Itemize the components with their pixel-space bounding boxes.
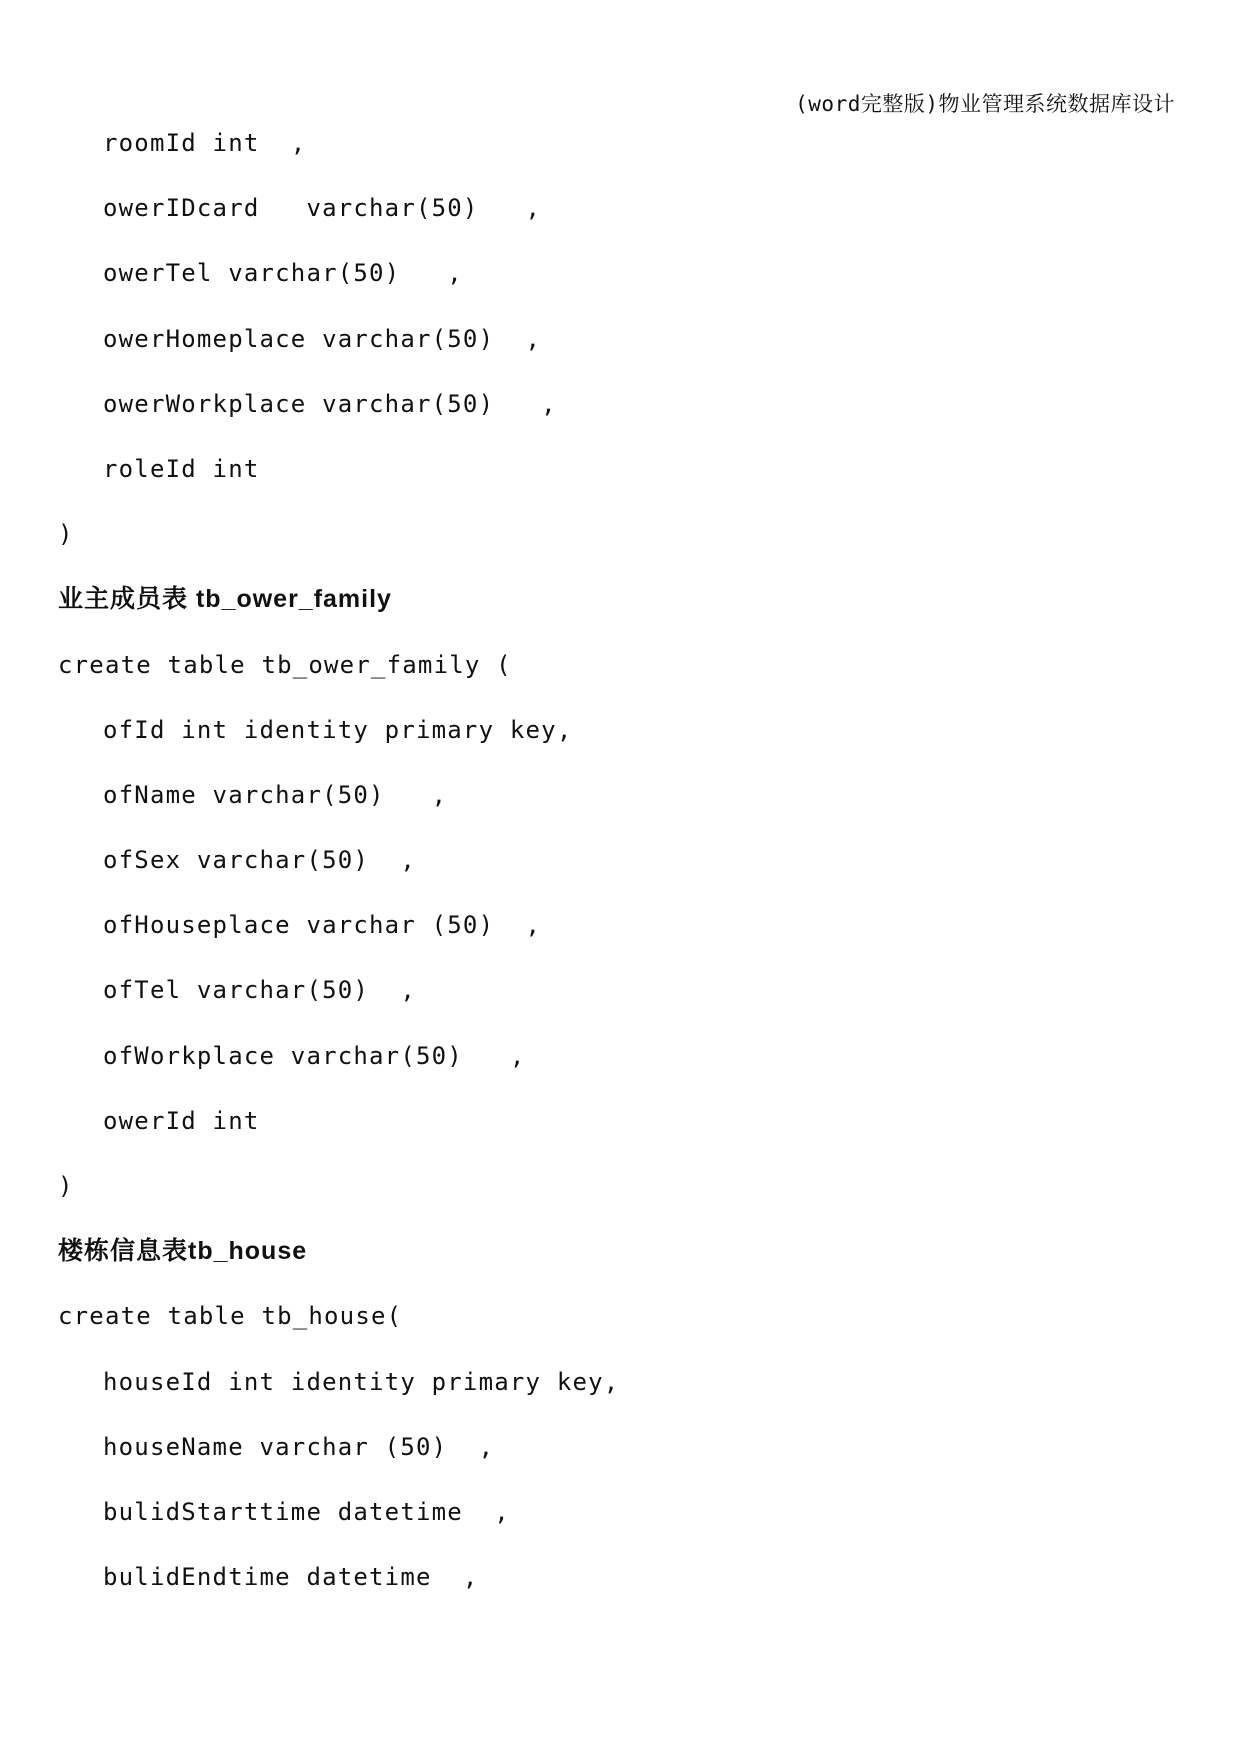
code-line: roleId int	[103, 454, 260, 483]
code-line: ofName varchar(50) ,	[103, 780, 448, 809]
section-heading: 业主成员表 tb_ower_family	[58, 585, 392, 614]
code-line: owerWorkplace varchar(50) ,	[103, 389, 557, 418]
code-line: houseId int identity primary key,	[103, 1367, 620, 1396]
code-line: owerId int	[103, 1106, 260, 1135]
code-line: roomId int ,	[103, 129, 307, 157]
code-line: ofId int identity primary key,	[103, 715, 573, 744]
code-line: ofWorkplace varchar(50) ,	[103, 1041, 526, 1070]
code-line: ofTel varchar(50) ,	[103, 976, 416, 1005]
code-line: owerHomeplace varchar(50) ,	[103, 324, 542, 353]
document-body	[58, 131, 1178, 1630]
code-line: )	[58, 520, 74, 549]
code-line: bulidEndtime datetime ,	[103, 1563, 479, 1592]
section-heading: 楼栋信息表tb_house	[58, 1237, 308, 1266]
code-line: create table tb_house(	[58, 1302, 403, 1331]
code-line: owerTel varchar(50) ,	[103, 259, 463, 288]
code-line: bulidStarttime datetime ,	[103, 1497, 510, 1526]
code-line: houseName varchar (50) ,	[103, 1432, 495, 1461]
code-line: owerIDcard varchar(50) ,	[103, 194, 542, 223]
code-line: ofSex varchar(50) ,	[103, 846, 416, 875]
page-header-title: (word完整版)物业管理系统数据库设计	[795, 92, 1175, 116]
code-line: )	[58, 1172, 74, 1200]
code-line: create table tb_ower_family (	[58, 650, 512, 679]
code-line: ofHouseplace varchar (50) ,	[103, 911, 542, 940]
